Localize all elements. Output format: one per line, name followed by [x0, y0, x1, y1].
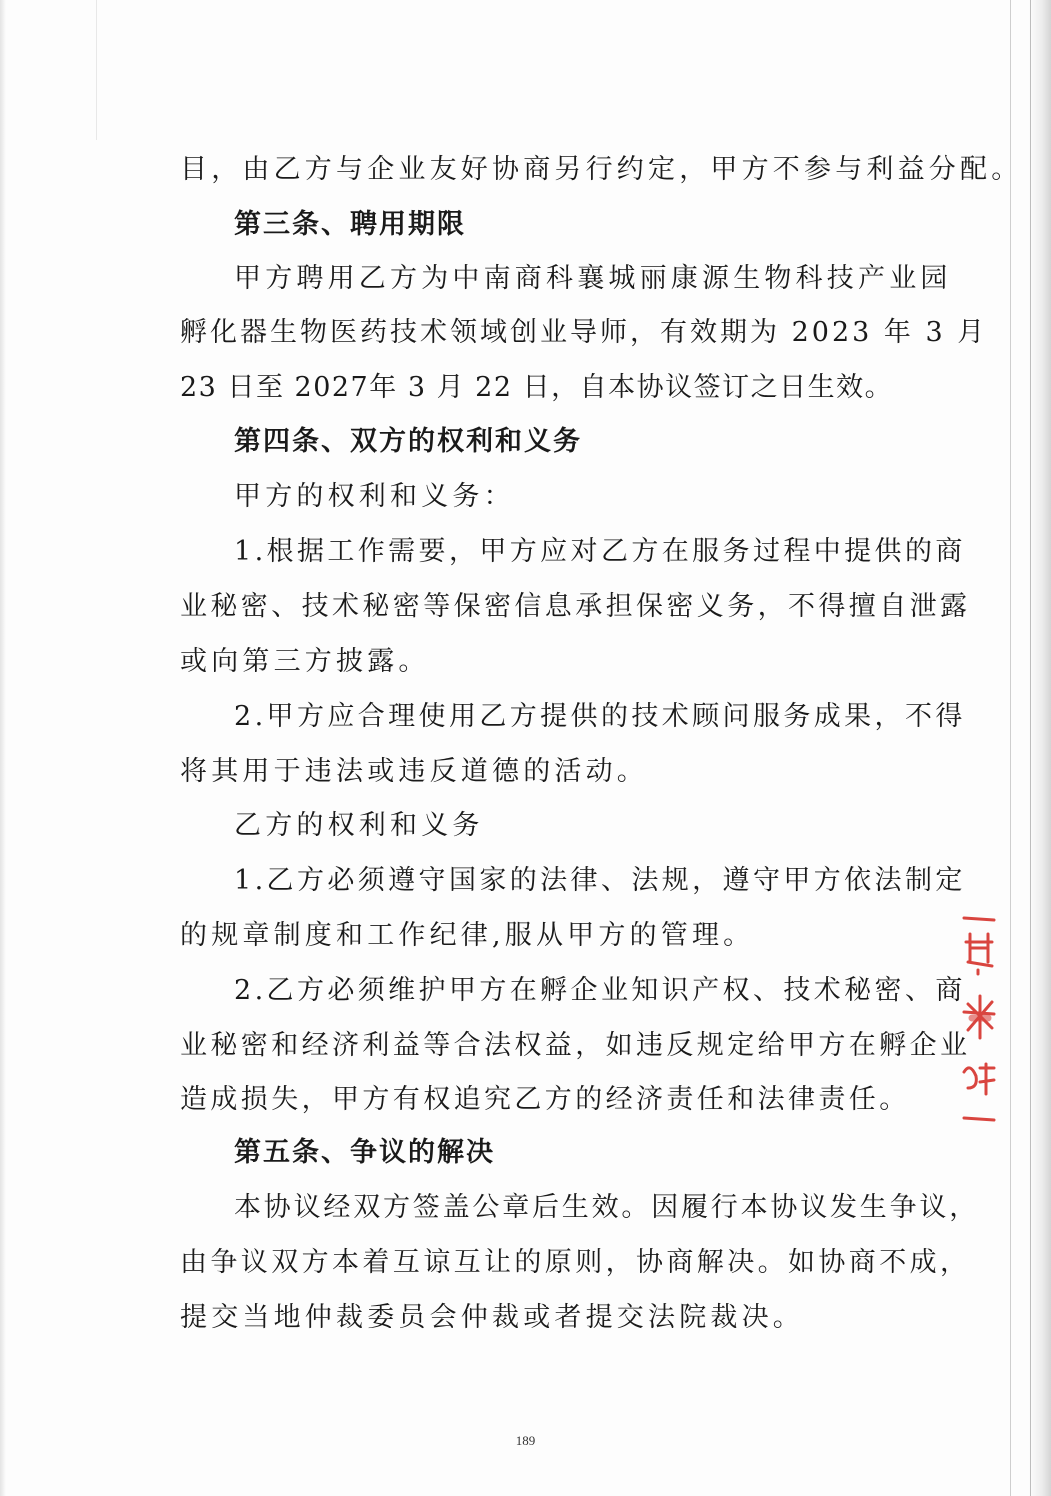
paragraph-line: 甲方的权利和义务：	[234, 481, 515, 512]
paragraph-line: 由争议双方本着互谅互让的原则，协商解决。如协商不成，	[180, 1247, 971, 1278]
scan-edge-line	[1030, 0, 1031, 1496]
paragraph-line: 的规章制度和工作纪律,服从甲方的管理。	[180, 920, 755, 951]
scan-edge-right	[1029, 0, 1051, 1496]
paragraph-line: 2.甲方应合理使用乙方提供的技术顾问服务成果，不得	[234, 701, 966, 732]
paragraph-line: 孵化器生物医药技术领域创业导师，有效期为 2023 年 3 月	[180, 317, 988, 348]
paragraph-line: 甲方聘用乙方为中南商科襄城丽康源生物科技产业园	[234, 263, 952, 294]
section-heading-3: 第三条、聘用期限	[234, 209, 466, 240]
scan-edge-line	[1010, 0, 1011, 1496]
paragraph-line: 1.乙方必须遵守国家的法律、法规，遵守甲方依法制定	[234, 865, 966, 896]
section-heading-4: 第四条、双方的权利和义务	[234, 426, 582, 457]
seam-seal-icon	[958, 912, 1000, 1132]
page-number: 189	[515, 1433, 536, 1448]
paragraph-line: 提交当地仲裁委员会仲裁或者提交法院裁决。	[180, 1302, 804, 1333]
paragraph-line: 业秘密和经济利益等合法权益，如违反规定给甲方在孵企业	[180, 1030, 971, 1061]
scan-edge-line	[96, 0, 97, 140]
paragraph-line: 将其用于违法或违反道德的活动。	[180, 756, 648, 787]
paragraph-line: 本协议经双方签盖公章后生效。因履行本协议发生争议，	[234, 1192, 979, 1223]
scan-edge-left	[0, 0, 6, 1496]
paragraph-line: 23 日至 2027年 3 月 22 日，自本协议签订之日生效。	[180, 372, 894, 403]
paragraph-line: 业秘密、技术秘密等保密信息承担保密义务，不得擅自泄露	[180, 591, 971, 622]
paragraph-line: 或向第三方披露。	[180, 646, 430, 677]
paragraph-line: 1.根据工作需要，甲方应对乙方在服务过程中提供的商	[234, 536, 966, 567]
paragraph-line: 造成损失，甲方有权追究乙方的经济责任和法律责任。	[180, 1084, 910, 1115]
section-heading-5: 第五条、争议的解决	[234, 1137, 495, 1168]
paragraph-line: 目，由乙方与企业友好协商另行约定，甲方不参与利益分配。	[180, 154, 1023, 185]
paragraph-line: 2.乙方必须维护甲方在孵企业知识产权、技术秘密、商	[234, 975, 966, 1006]
paragraph-line: 乙方的权利和义务	[234, 810, 484, 841]
